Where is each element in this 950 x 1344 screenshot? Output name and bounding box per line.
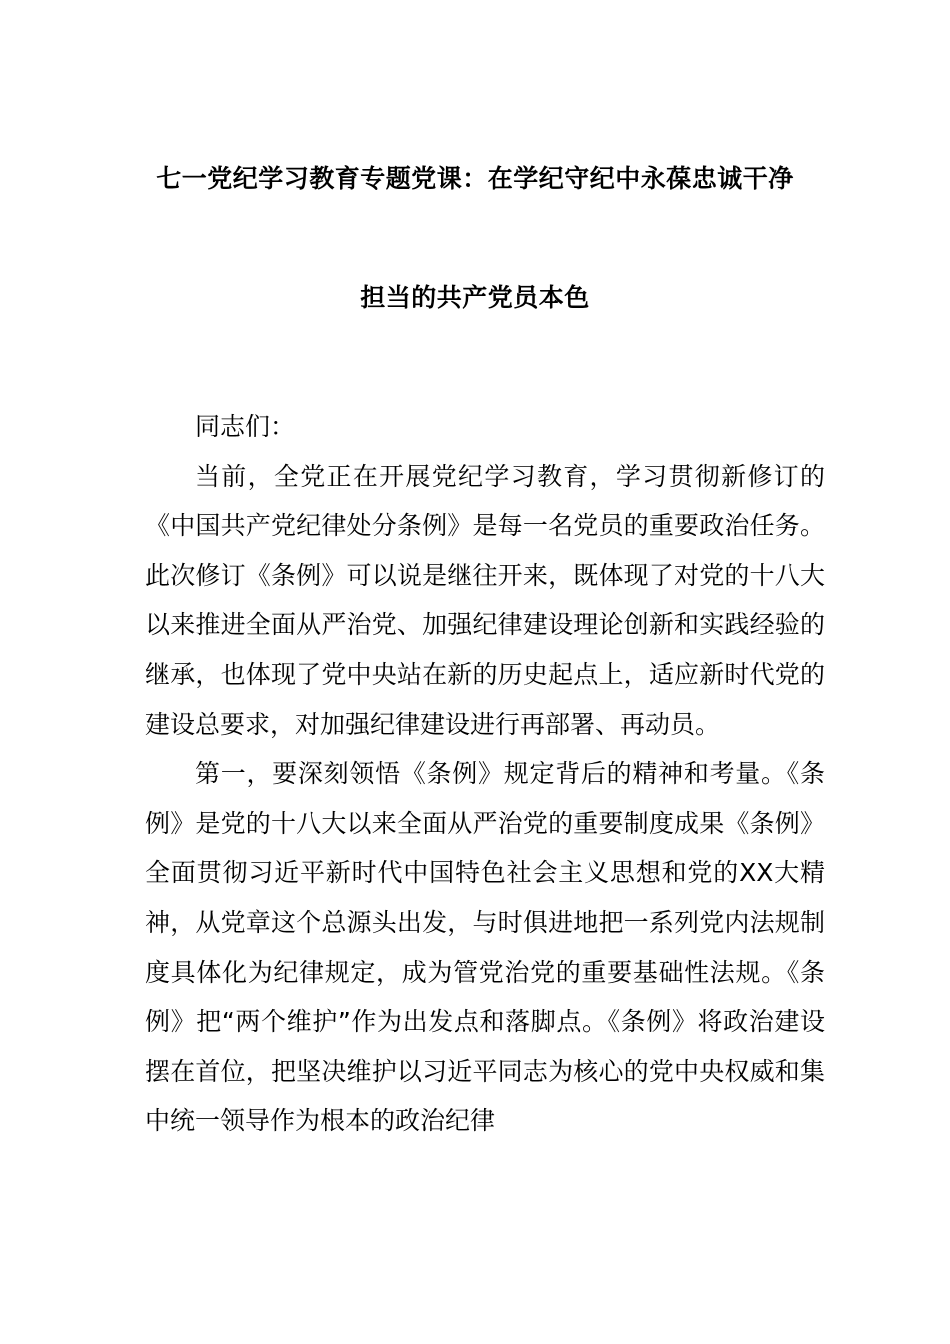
document-title-line-2: 担当的共产党员本色 [360,283,590,312]
document-body [145,402,825,1146]
paragraph-1: 当前，全党正在开展党纪学习教育，学习贯彻新修订的《中国共产党纪律处分条例》是每一名党员的重要政治任务。此次修订《条例》可以说是继往开来，既体现了对党的十八大以来推进全面从严治党、加强纪律建设理论创新和实践经验的继承，也体现了党中央站在新的历史起点上，适应新时代党的建设总要求，对加强纪律建设进行再部署、再动员。 [145,461,825,739]
paragraph-2: 第一，要深刻领悟《条例》规定背后的精神和考量。《条例》是党的十八大以来全面从严治党的重要制度成果《条例》全面贯彻习近平新时代中国特色社会主义思想和党的XX大精神，从党章这个总源头出发，与时俱进地把一系列党内法规制度具体化为纪律规定，成为管党治党的重要基础性法规。《条例》把“两个维护”作为出发点和落脚点。《条例》将政治建设摆在首位，把坚决维护以习近平同志为核心的党中央权威和集中统一领导作为根本的政治纪律 [145,759,825,1136]
salutation: 同志们： [195,412,296,441]
document-title-line-1: 七一党纪学习教育专题党课：在学纪守纪中永葆忠诚干净 [156,164,794,193]
